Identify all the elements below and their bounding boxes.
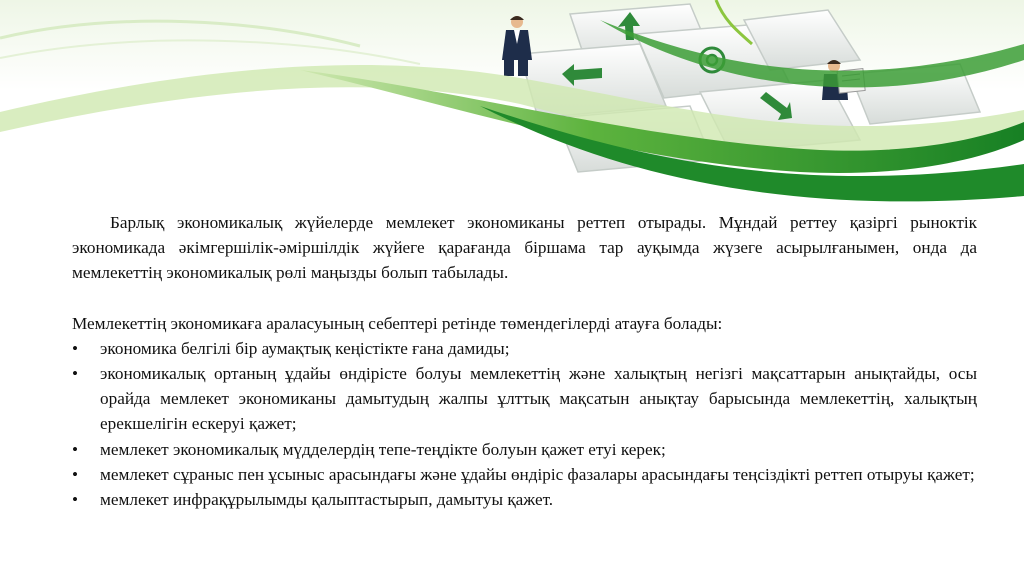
- list-item-text: экономика белгілі бір аумақтық кеңістікте ғана дамиды;: [100, 338, 510, 358]
- list-item: [72, 437, 977, 462]
- header-banner: [0, 0, 1024, 210]
- bullet-icon: •: [72, 464, 79, 484]
- list-item-text: мемлекет инфрақұрылымды қалыптастырып, дамытуы қажет.: [100, 490, 554, 510]
- list-intro: Мемлекеттің экономикаға араласуының себептері ретінде төмендегілерді атауға болады:: [72, 313, 723, 333]
- main-paragraph: Барлық экономикалық жүйелерде мемлекет экономиканы реттеп отырады. Мұндай реттеу қазіргі рыноктік экономикада әкімгершілік-әміршілдік жүйеге қарағанда біршама тар ауқымда жүзеге асырылғанымен, онда да мемлекеттің экономикалық рөлі маңызды болып табылады.: [72, 213, 977, 283]
- paragraph-spacer: [72, 286, 977, 311]
- list-item-text: экономикалық ортаның ұдайы өндірісте болуы мемлекеттің және халықтың негізгі мақсаттарын анықтайды, осы орайда мемлекет экономиканы дамытудың жалпы ұлттық мақсатын анықтау барысында мемлекеттің, халықтың ерекшелігін ескеруі қажет;: [100, 364, 977, 434]
- bullet-icon: •: [72, 439, 79, 459]
- list-item-text: мемлекет экономикалық мүдделердің тепе-теңдікте болуын қажет етуі керек;: [100, 439, 666, 459]
- reasons-list: [72, 336, 977, 512]
- list-item: [72, 361, 977, 437]
- list-item-text: мемлекет сұраныс пен ұсыныс арасындағы және ұдайы өндіріс фазалары арасындағы теңсіздікті реттеп отыруы қажет;: [100, 464, 975, 484]
- list-item: [72, 462, 977, 487]
- slide-content: [72, 210, 977, 512]
- list-item: [72, 336, 977, 361]
- bullet-icon: •: [72, 364, 79, 384]
- bullet-icon: •: [72, 338, 79, 358]
- list-item: [72, 487, 977, 512]
- bullet-icon: •: [72, 490, 79, 510]
